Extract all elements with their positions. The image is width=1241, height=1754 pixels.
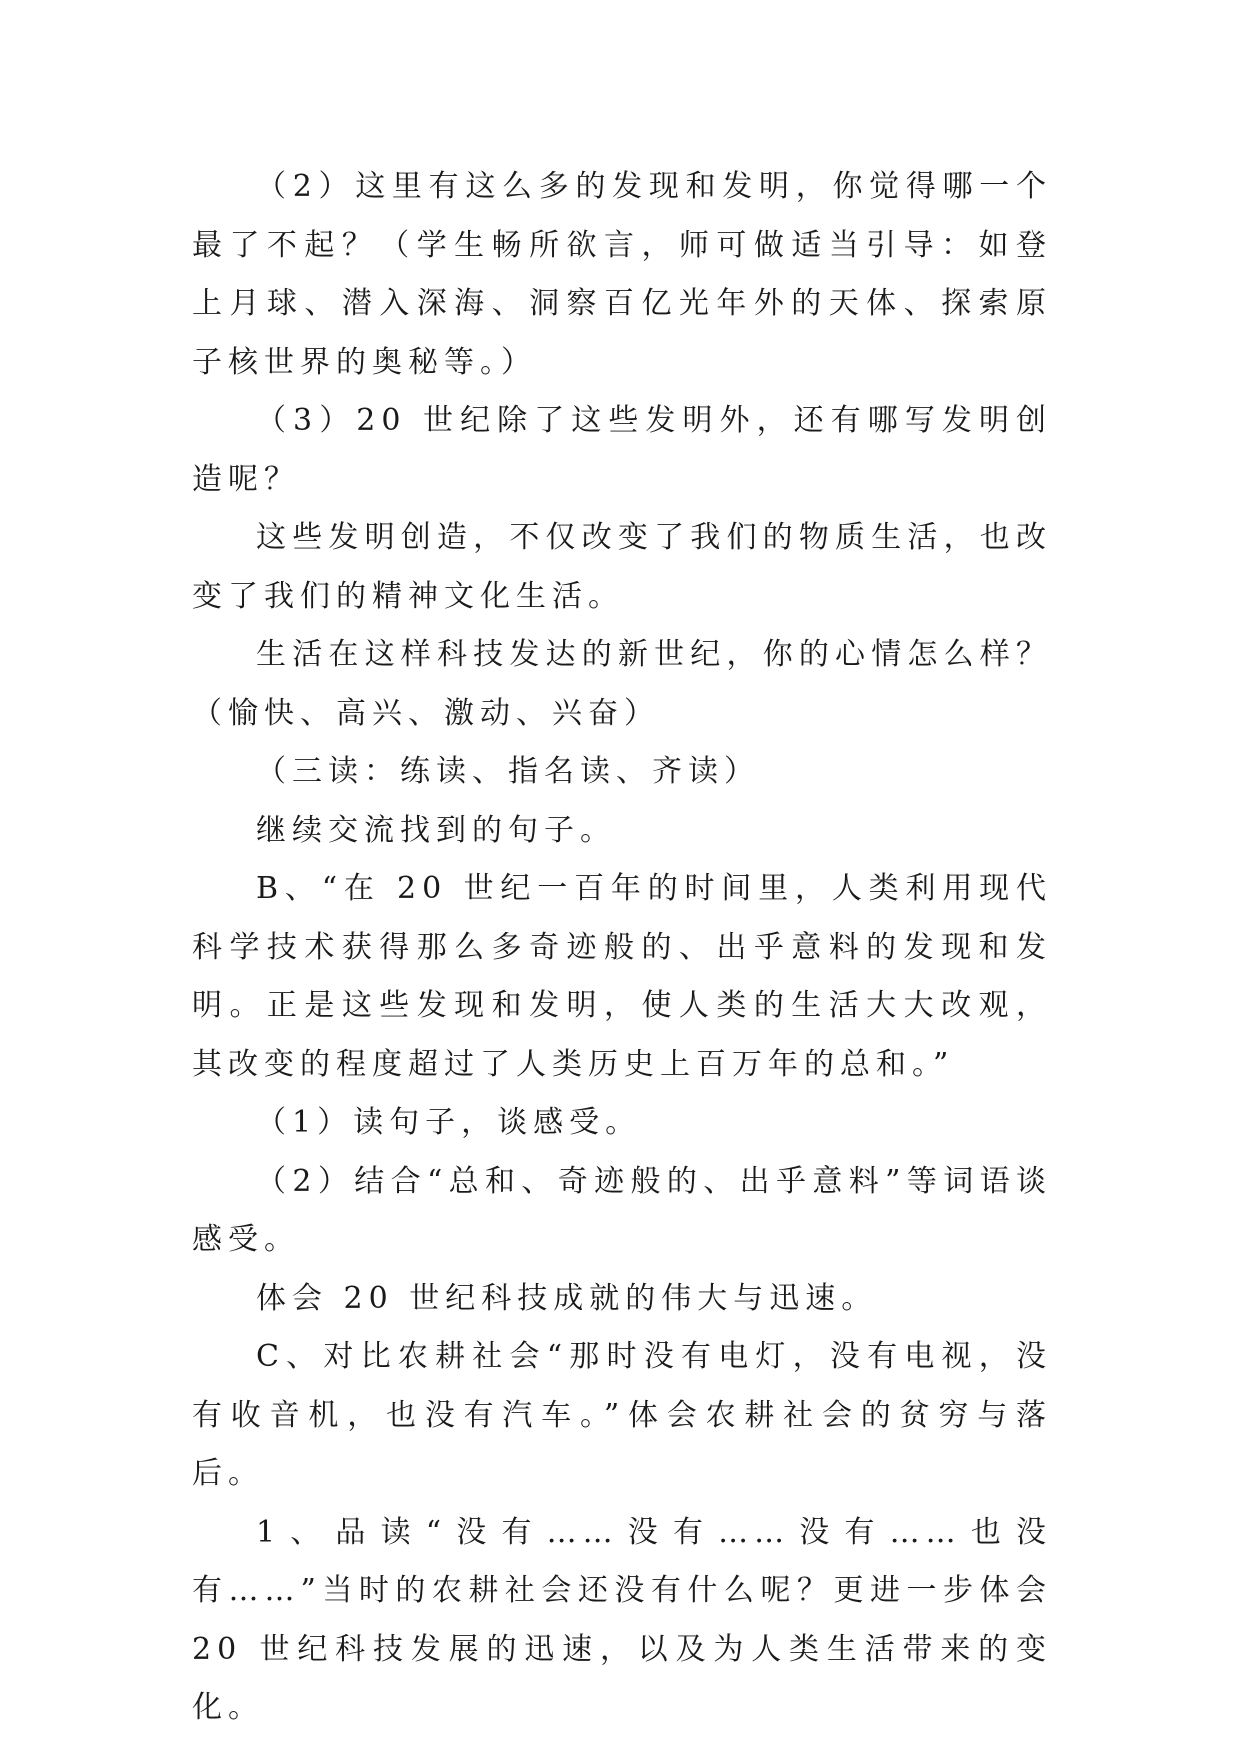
document-body bbox=[192, 158, 1052, 1738]
paragraph-other-inventions-question: （3）20 世纪除了这些发明外，还有哪写发明创造呢？ bbox=[192, 403, 1052, 497]
paragraph-word-analysis: （2）结合“总和、奇迹般的、出乎意料”等词语谈感受。 bbox=[192, 1163, 1052, 1257]
paragraph-close-reading: 1、品读“没有……没有……没有……也没有……”当时的农耕社会还没有什么呢？更进一步体会 20 世纪科技发展的迅速，以及为人类生活带来的变化。 bbox=[192, 1514, 1052, 1725]
paragraph-feelings-question: 生活在这样科技发达的新世纪，你的心情怎么样？（愉快、高兴、激动、兴奋） bbox=[192, 637, 1052, 731]
paragraph-quote-b: B、“在 20 世纪一百年的时间里，人类利用现代科学技术获得那么多奇迹般的、出乎意料的发现和发明。正是这些发现和发明，使人类的生活大大改观，其改变的程度超过了人类历史上百万年的总和。” bbox=[192, 871, 1052, 1082]
paragraph-reading-practice: （三读：练读、指名读、齐读） bbox=[256, 754, 760, 789]
paragraph-contrast-c: C、对比农耕社会“那时没有电灯，没有电视，没有收音机，也没有汽车。”体会农耕社会的贫穷与落后。 bbox=[192, 1339, 1052, 1491]
paragraph-read-sentence: （1）读句子，谈感受。 bbox=[256, 1105, 642, 1140]
paragraph-discovery-question: （2）这里有这么多的发现和发明，你觉得哪一个最了不起？（学生畅所欲言，师可做适当引导：如登上月球、潜入深海、洞察百亿光年外的天体、探索原子核世界的奥秘等。） bbox=[192, 169, 1052, 380]
paragraph-inventions-changed-life: 这些发明创造，不仅改变了我们的物质生活，也改变了我们的精神文化生活。 bbox=[192, 520, 1052, 614]
paragraph-continue-sharing: 继续交流找到的句子。 bbox=[256, 812, 616, 848]
paragraph-appreciate-achievements: 体会 20 世纪科技成就的伟大与迅速。 bbox=[256, 1280, 878, 1316]
